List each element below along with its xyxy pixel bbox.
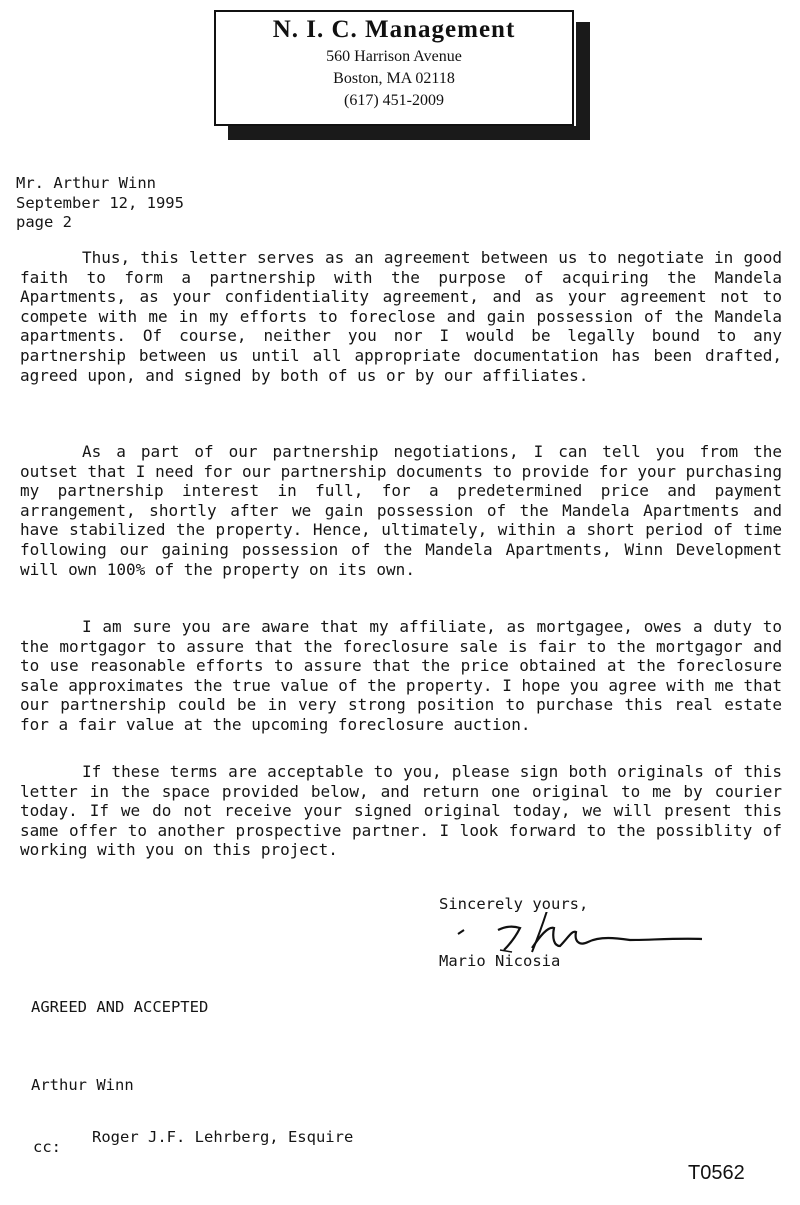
paragraph-3: I am sure you are aware that my affiliate, as mortgagee, owes a duty to the mortgagor to assure that the foreclosure sale is fair to the mortgagor and to use reasonable efforts to assure that the price obtained at the foreclosure sale approximates the true value of the property. I hope you agree with me that our partnership could be in very strong position to purchase this real estate for a fair value at the upcoming foreclosure auction. — [20, 617, 782, 734]
company-phone: (617) 451-2009 — [344, 92, 444, 109]
agreed-accepted-label: AGREED AND ACCEPTED — [31, 998, 209, 1016]
paragraph-1: Thus, this letter serves as an agreement between us to negotiate in good faith to form a partnership with the purpose of acquiring the Mandela Apartments, as your confidentiality agreement, and as your agreement not to compete with me in my efforts to foreclose and gain possession of the Mandela apartments. Of course, neither you nor I would be legally bound to any partnership between us until all appropriate documentation has been drafted, agreed upon, and signed by both of us or by our affiliates. — [20, 248, 782, 385]
letterhead-shadow-right — [576, 22, 590, 136]
company-city: Boston, MA 02118 — [333, 70, 455, 87]
letter-header — [16, 174, 184, 233]
letter-date: September 12, 1995 — [16, 193, 184, 212]
letterhead-shadow-bottom — [228, 126, 590, 140]
cc-label: cc: — [33, 1138, 61, 1156]
company-street: 560 Harrison Avenue — [326, 48, 462, 65]
bates-number: T0562 — [688, 1162, 745, 1184]
cc-recipient: Roger J.F. Lehrberg, Esquire — [92, 1128, 354, 1146]
recipient-name: Mr. Arthur Winn — [16, 174, 156, 192]
closing-salutation: Sincerely yours, — [439, 895, 589, 913]
letterhead — [214, 10, 574, 126]
acceptor-name: Arthur Winn — [31, 1076, 134, 1094]
company-name: N. I. C. Management — [272, 16, 516, 43]
paragraph-2: As a part of our partnership negotiations, I can tell you from the outset that I need for our partnership documents to provide for your purchasing my partnership interest in full, for a predetermined price and payment arrangement, shortly after we gain possession of the Mandela Apartments and have stabilized the property. Hence, ultimately, within a short period of time following our gaining possession of the Mandela Apartments, Winn Development will own 100% of the property on its own. — [20, 442, 782, 579]
page-number: page 2 — [16, 213, 72, 231]
paragraph-4: If these terms are acceptable to you, please sign both originals of this letter in the space provided below, and return one original to me by courier today. If we do not receive your signed original today, we will present this same offer to another prospective partner. I look forward to the possiblity of working with you on this project. — [20, 762, 782, 860]
signer-name: Mario Nicosia — [439, 952, 561, 970]
